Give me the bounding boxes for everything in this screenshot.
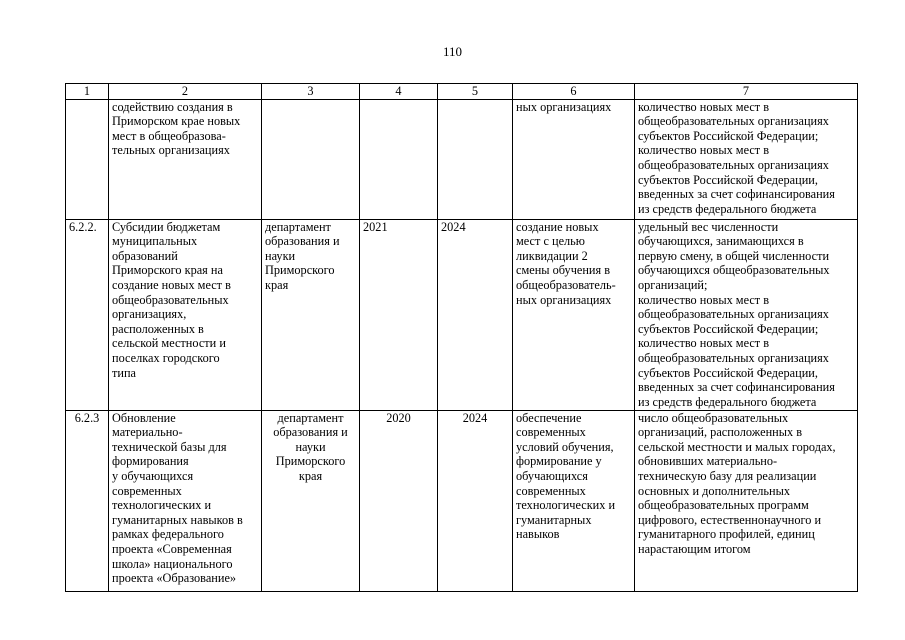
row-number-cell	[66, 99, 109, 219]
column-header: 1	[66, 84, 109, 100]
start-year-cell: 2020	[360, 410, 438, 591]
column-header: 7	[635, 84, 858, 100]
column-header: 2	[109, 84, 262, 100]
measure-name-cell: Обновление материально- технической базы для формирования у обучающихся современных технологических и гуманитарных навыков в рамках федерального проекта «Современная школа» национального проекта «Образование»	[109, 410, 262, 591]
column-header: 3	[262, 84, 360, 100]
page-number: 110	[442, 44, 463, 59]
program-table	[65, 83, 858, 592]
end-year-cell	[438, 99, 513, 219]
column-header: 6	[513, 84, 635, 100]
start-year-cell: 2021	[360, 219, 438, 410]
table-row	[66, 410, 858, 591]
end-year-cell: 2024	[438, 410, 513, 591]
table-row	[66, 219, 858, 410]
end-year-cell: 2024	[438, 219, 513, 410]
start-year-cell	[360, 99, 438, 219]
row-number-cell: 6.2.3	[66, 410, 109, 591]
column-header: 5	[438, 84, 513, 100]
row-number-cell: 6.2.2.	[66, 219, 109, 410]
measure-name-cell: Субсидии бюджетам муниципальных образований Приморского края на создание новых мест в общеобразовательных организациях, расположенных в сельской местности и поселках городского типа	[109, 219, 262, 410]
expected-result-cell: ных организациях	[513, 99, 635, 219]
indicator-cell: удельный вес численности обучающихся, занимающихся в первую смену, в общей численности обучающихся общеобразовательных организаций; количество новых мест в общеобразовательных организациях субъектов Российской Федерации; количество новых мест в общеобразовательных организациях субъектов Российской Федерации, введенных за счет софинансирования из средств федерального бюджета	[635, 219, 858, 410]
executor-cell: департамент образования и науки Приморского края	[262, 219, 360, 410]
indicator-cell: количество новых мест в общеобразовательных организациях субъектов Российской Федерации; количество новых мест в общеобразовательных организациях субъектов Российской Федерации, введенных за счет софинансирования из средств федерального бюджета	[635, 99, 858, 219]
expected-result-cell: создание новых мест с целью ликвидации 2 смены обучения в общеобразователь- ных организациях	[513, 219, 635, 410]
executor-cell	[262, 99, 360, 219]
column-header: 4	[360, 84, 438, 100]
table-header-row	[66, 84, 858, 100]
indicator-cell: число общеобразовательных организаций, расположенных в сельской местности и малых городах, обновивших материально- техническую базу для реализации основных и дополнительных общеобразовательных программ цифрового, естественнонаучного и гуманитарного профилей, единиц нарастающим итогом	[635, 410, 858, 591]
table-row	[66, 99, 858, 219]
expected-result-cell: обеспечение современных условий обучения, формирование у обучающихся современных технологических и гуманитарных навыков	[513, 410, 635, 591]
executor-cell: департамент образования и науки Приморского края	[262, 410, 360, 591]
measure-name-cell: содействию создания в Приморском крае новых мест в общеобразова- тельных организациях	[109, 99, 262, 219]
